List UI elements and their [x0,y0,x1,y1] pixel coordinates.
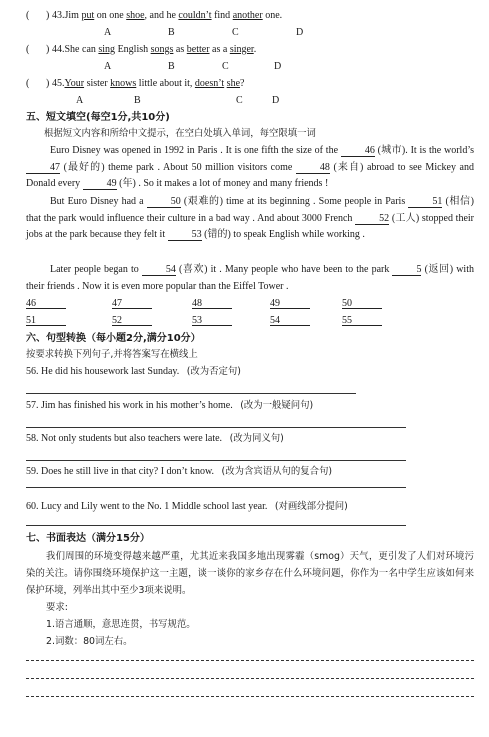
answer-line-46[interactable] [26,298,66,309]
passage-paragraph-3: Later people began to 54 (喜欢) it . Many people who have been to the park 5 (返回) with their friends . Now it is even more popular than the Eiffel Tower . [26,264,474,292]
answer-line-55[interactable] [342,315,382,326]
requirement-1: 1.语言通顺，意思连贯，书写规范。 [46,619,196,630]
requirements-label: 要求: [46,602,68,613]
passage-paragraph-1: Euro Disney was opened in 1992 in Paris . It is one fifth the size of the 46 (城市). It is the world’s 47 (最好的) theme park . About 50 million visitors come 48 (来自) abroad to see Mickey and Donald every 49 (年) . So it makes a lot of money and many friends ! [26,145,475,190]
option-a: A [104,27,112,38]
option-d: D [272,95,280,106]
answer-line-59[interactable] [26,487,406,488]
answer-line-58[interactable] [26,460,406,461]
answer-paren-close: ) [46,44,50,55]
option-c: C [222,61,229,72]
option-b: B [168,27,175,38]
answer-line-47[interactable] [112,298,152,309]
blank-51[interactable]: 51 [408,196,442,208]
answer-row-2: 51 52 53 54 55 [26,315,426,329]
section-5-instruction: 根据短文内容和所给中文提示，在空白处填入单词，每空限填一词 [44,128,316,139]
answer-row-1: 46 47 48 49 50 [26,298,426,312]
answer-line-52[interactable] [112,315,152,326]
blank-55[interactable]: 5 [392,264,421,276]
answer-line-51[interactable] [26,315,66,326]
blank-53[interactable]: 53 [168,229,202,241]
blank-50[interactable]: 50 [147,196,181,208]
option-c: C [232,27,239,38]
blank-54[interactable]: 54 [142,264,176,276]
writing-prompt: 我们周围的环境变得越来越严重，尤其近来我国多地出现雾霾（smog）天气，更引发了人们对环境污染的关注。请你围绕环境保护这一主题，谈一谈你的家乡存在什么环境问题，你作为一名中学生应该如何来保护环境，列举出其中至少3项来说明。 [26,551,474,596]
blank-49[interactable]: 49 [83,178,117,190]
section-6-title: 六、句型转换（每小题2分,满分10分） [26,333,201,344]
answer-line-53[interactable] [192,315,232,326]
writing-line-1[interactable] [26,660,474,661]
question-text: 44.She can sing English songs as better as a singer. [52,44,257,55]
blank-48[interactable]: 48 [296,162,330,174]
requirement-2: 2.词数：80词左右。 [46,636,133,647]
item-56: 56. He did his housework last Sunday. (改为否定句) [26,366,241,377]
option-a: A [104,61,112,72]
answer-line-48[interactable] [192,298,232,309]
item-60: 60. Lucy and Lily went to the No. 1 Middle school last year. (对画线部分提问) [26,501,348,512]
item-57: 57. Jim has finished his work in his mother’s home. (改为一般疑问句) [26,400,314,411]
writing-line-3[interactable] [26,696,474,697]
option-b: B [168,61,175,72]
blank-52[interactable]: 52 [355,213,389,225]
option-c: C [236,95,243,106]
option-a: A [76,95,84,106]
answer-paren: ( [26,44,30,55]
blank-47[interactable]: 47 [26,162,60,174]
section-5-title: 五、短文填空(每空1分,共10分) [26,112,170,123]
section-6-instruction: 按要求转换下列句子,并将答案写在横线上 [26,349,198,360]
item-58: 58. Not only students but also teachers were late. (改为同义句) [26,433,284,444]
section-7-title: 七、书面表达（满分15分） [26,533,150,544]
blank-46[interactable]: 46 [341,145,375,157]
answer-line-54[interactable] [270,315,310,326]
answer-paren: ( [26,78,30,89]
writing-line-2[interactable] [26,678,474,679]
question-text: 43.Jim put on one shoe, and he couldn’t find another one. [52,10,283,21]
option-d: D [274,61,282,72]
answer-line-56[interactable] [26,393,356,394]
answer-paren-close: ) [46,78,50,89]
question-text: 45.Your sister knows little about it, doesn’t she? [52,78,245,89]
answer-paren-close: ) [46,10,50,21]
item-59: 59. Does he still live in that city? I don’t know. (改为含宾语从句的复合句) [26,466,332,477]
passage-paragraph-2: But Euro Disney had a 50 (艰难的) time at its beginning . Some people in Paris 51 (相信) that the park would influence their culture in a bad way . And about 3000 French 52 (工人) stopped their jobs at the park because they felt it 53 (错的) to speak English while working . [26,196,475,241]
option-b: B [134,95,141,106]
answer-line-57[interactable] [26,427,406,428]
option-d: D [296,27,304,38]
answer-line-50[interactable] [342,298,382,309]
answer-line-49[interactable] [270,298,310,309]
answer-paren: ( [26,10,30,21]
answer-line-60[interactable] [26,525,406,526]
